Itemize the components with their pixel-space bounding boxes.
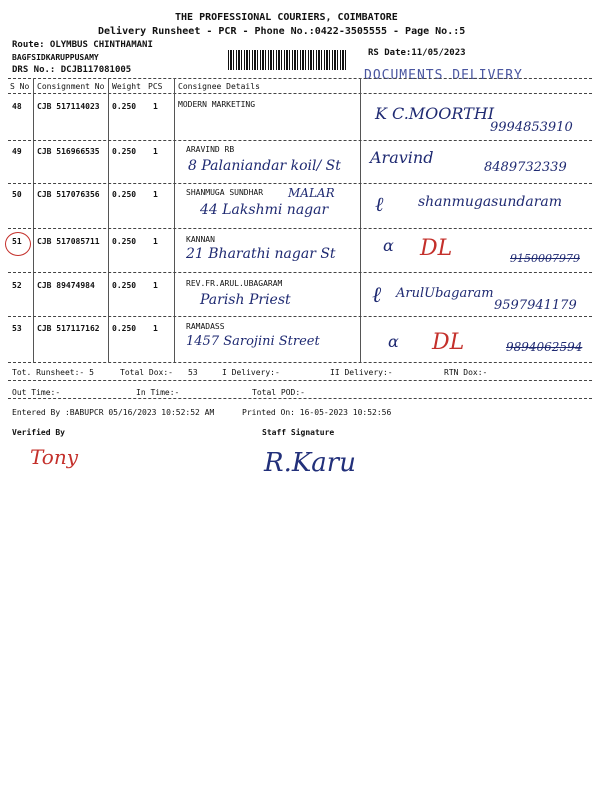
row-weight: 0.250 (112, 102, 137, 111)
row-consignment: CJB 516966535 (37, 147, 100, 156)
out-time: Out Time:- (12, 388, 61, 397)
header-weight: Weight (112, 82, 141, 91)
runsheet-subtitle: Delivery Runsheet - PCR - Phone No.:0422-3505555 - Page No.:5 (98, 26, 466, 37)
row-sno: 48 (12, 102, 22, 111)
row-rule (8, 316, 592, 317)
row-consignee-name: SHANMUGA SUNDHAR (186, 188, 264, 197)
row-address: Parish Priest (200, 292, 291, 308)
row-pcs: 1 (153, 147, 158, 156)
row-rule (8, 228, 592, 229)
name-correction: MALAR (288, 186, 335, 200)
row-pcs: 1 (153, 237, 158, 246)
col-divider (108, 78, 109, 362)
row-consignment: CJB 517085711 (37, 237, 100, 246)
header-consignment: Consignment No (37, 82, 105, 91)
row-weight: 0.250 (112, 281, 137, 290)
row-sno: 50 (12, 190, 22, 199)
times-rule (8, 398, 592, 399)
row-signature: DL (420, 236, 453, 261)
row-consignment: CJB 89474984 (37, 281, 95, 290)
total-dox-value: 53 (188, 368, 198, 377)
header-consignee: Consignee Details (178, 82, 260, 91)
route-label: Route: OLYMBUS CHINTHAMANI (12, 40, 153, 50)
row-weight: 0.250 (112, 324, 137, 333)
row-phone: 8489732339 (484, 160, 567, 175)
row-weight: 0.250 (112, 237, 137, 246)
row-pcs: 1 (153, 190, 158, 199)
col-divider (33, 78, 34, 362)
row-address: 44 Lakshmi nagar (200, 202, 329, 218)
verified-by-label: Verified By (12, 428, 65, 437)
row-consignee-name: REV.FR.ARUL.UBAGARAM (186, 279, 283, 288)
row-address: 8 Palaniandar koil/ St (188, 158, 341, 174)
rs-date: RS Date:11/05/2023 (368, 48, 466, 58)
header-rule (8, 93, 592, 94)
rtn-dox: RTN Dox:- (444, 368, 488, 377)
header-sno: S No (10, 82, 30, 91)
row-mark: ℓ (372, 283, 382, 308)
row-pcs: 1 (153, 281, 158, 290)
row-phone: 9150007979 (510, 252, 580, 265)
company-title: THE PROFESSIONAL COURIERS, COIMBATORE (175, 12, 398, 23)
row-consignee-name: MODERN MARKETING (178, 100, 256, 109)
printed-on: Printed On: 16-05-2023 10:52:56 (242, 408, 392, 417)
barcode (228, 50, 348, 70)
row-consignment: CJB 517114023 (37, 102, 100, 111)
row-mark: α (388, 332, 399, 351)
row-sno: 53 (12, 324, 22, 333)
ii-delivery: II Delivery:- (330, 368, 393, 377)
row-signature: shanmugasundaram (418, 194, 563, 210)
row-address: 1457 Sarojini Street (186, 334, 320, 349)
row-signature: DL (432, 330, 465, 355)
row-rule (8, 272, 592, 273)
row-consignment: CJB 517076356 (37, 190, 100, 199)
row-consignee-name: KANNAN (186, 235, 215, 244)
top-rule (8, 78, 592, 79)
row-signature: Aravind (370, 148, 434, 167)
staff-signature: R.Karu (264, 448, 356, 478)
row-mark: ℓ (375, 192, 384, 216)
header-pcs: PCS (148, 82, 163, 91)
totals-rule (8, 380, 592, 381)
staff-signature-label: Staff Signature (262, 428, 335, 437)
row-address: 21 Bharathi nagar St (186, 246, 336, 262)
row-sno: 52 (12, 281, 22, 290)
drs-number: DRS No.: DCJB117081005 (12, 65, 132, 75)
row-signature: K C.MOORTHI (375, 104, 495, 123)
verifier-signature: Tony (30, 445, 79, 469)
total-runsheet: Tot. Runsheet:- 5 (12, 368, 94, 377)
row-pcs: 1 (153, 324, 158, 333)
row-phone: 9994853910 (490, 120, 573, 135)
in-time: In Time:- (136, 388, 180, 397)
row-consignment: CJB 517117162 (37, 324, 100, 333)
i-delivery: I Delivery:- (222, 368, 280, 377)
row-rule (8, 140, 592, 141)
row-consignee-name: RAMADASS (186, 322, 225, 331)
entered-by: Entered By :BABUPCR 05/16/2023 10:52:52 AM (12, 408, 215, 417)
row-phone: 9894062594 (506, 340, 583, 354)
total-pod: Total POD:- (252, 388, 305, 397)
row-consignee-name: ARAVIND RB (186, 145, 235, 154)
row-weight: 0.250 (112, 147, 137, 156)
row-mark: α (383, 236, 394, 255)
row-pcs: 1 (153, 102, 158, 111)
row-signature: ArulUbagaram (396, 286, 494, 301)
row-weight: 0.250 (112, 190, 137, 199)
total-dox-label: Total Dox:- (120, 368, 173, 377)
row-sno: 49 (12, 147, 22, 156)
staff-name: BAGFSIDKARUPPUSAMY (12, 53, 99, 62)
col-divider (360, 78, 361, 362)
row-phone: 9597941179 (494, 298, 577, 313)
bottom-rule (8, 362, 592, 363)
documents-delivery-stamp: DOCUMENTS DELIVERY (364, 68, 523, 83)
row-rule (8, 183, 592, 184)
col-divider (174, 78, 175, 362)
row-sno: 51 (12, 237, 22, 246)
